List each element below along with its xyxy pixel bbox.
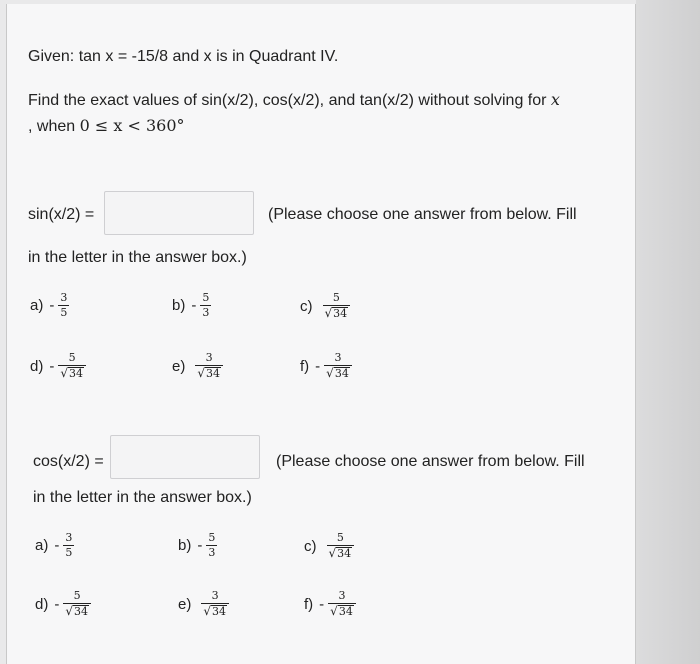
option-sign: - xyxy=(315,357,321,375)
option-fraction xyxy=(328,590,356,618)
option-fraction xyxy=(58,292,69,319)
option-letter: c) xyxy=(304,537,317,555)
sin-option-f xyxy=(300,352,352,380)
fraction-numerator: 3 xyxy=(334,351,342,364)
sin-option-a xyxy=(30,292,69,319)
radicand: 34 xyxy=(69,367,83,380)
fraction-numerator: 5 xyxy=(332,291,340,304)
range-prefix: , when xyxy=(28,118,76,135)
range-text xyxy=(28,116,185,136)
fraction-numerator: 3 xyxy=(60,291,68,304)
option-fraction xyxy=(324,352,352,380)
fraction-numerator: 5 xyxy=(336,531,344,544)
option-fraction xyxy=(63,532,74,559)
sin-choose-line2: in the letter in the answer box.) xyxy=(28,249,247,266)
option-fraction xyxy=(201,590,229,618)
sqrt-icon: √ xyxy=(60,366,68,380)
fraction-denominator xyxy=(323,307,351,320)
option-fraction xyxy=(200,292,211,319)
fraction-numerator: 3 xyxy=(338,589,346,602)
sqrt-icon: √ xyxy=(326,366,334,380)
option-fraction xyxy=(327,532,355,560)
fraction-numerator: 3 xyxy=(65,531,73,544)
option-sign: - xyxy=(49,297,55,314)
instruction-body: Find the exact values of sin(x/2), cos(x/2), and tan(x/2) without solving for xyxy=(28,92,547,109)
cos-option-b xyxy=(178,532,217,559)
option-letter: a) xyxy=(30,297,44,314)
fraction-numerator: 5 xyxy=(68,351,76,364)
cos-option-d xyxy=(35,590,91,618)
fraction-denominator: 3 xyxy=(202,306,210,319)
option-letter: d) xyxy=(35,595,49,613)
sin-option-c xyxy=(300,292,350,320)
cos-choose-line2: in the letter in the answer box.) xyxy=(33,489,252,506)
fraction-denominator: 3 xyxy=(208,546,216,559)
option-letter: b) xyxy=(172,297,186,314)
option-letter: c) xyxy=(300,297,313,315)
option-letter: e) xyxy=(172,357,186,375)
option-letter: d) xyxy=(30,357,44,375)
radicand: 34 xyxy=(338,605,353,618)
sin-answer-input[interactable] xyxy=(104,191,254,235)
option-letter: e) xyxy=(178,595,192,613)
fraction-numerator: 5 xyxy=(202,291,210,304)
range-math: 0 ≤ x < 360° xyxy=(79,116,185,135)
instruction-text xyxy=(28,90,560,110)
sqrt-icon: √ xyxy=(328,546,337,560)
option-sign: - xyxy=(49,357,55,375)
fraction-numerator: 5 xyxy=(208,531,216,544)
sqrt-icon: √ xyxy=(324,306,333,320)
option-sign: - xyxy=(54,595,60,613)
option-sign: - xyxy=(54,537,60,554)
sqrt-icon: √ xyxy=(197,366,205,380)
given-text: Given: tan x = -15/8 and x is in Quadrant IV. xyxy=(28,48,339,65)
fraction-denominator: 5 xyxy=(60,306,68,319)
instruction-variable: x xyxy=(550,90,560,109)
fraction-numerator: 3 xyxy=(211,589,219,602)
radicand: 34 xyxy=(206,367,220,380)
sin-option-b xyxy=(172,292,211,319)
cos-option-a xyxy=(35,532,74,559)
radicand: 34 xyxy=(74,605,88,618)
sin-label: sin(x/2) = xyxy=(28,206,95,223)
sin-option-e xyxy=(172,352,223,380)
radicand: 34 xyxy=(212,605,226,618)
option-sign: - xyxy=(191,297,197,314)
fraction-denominator xyxy=(63,605,91,618)
cos-label: cos(x/2) = xyxy=(33,453,104,470)
fraction-denominator xyxy=(324,367,352,380)
sqrt-icon: √ xyxy=(330,604,338,618)
option-letter: b) xyxy=(178,537,192,554)
fraction-numerator: 5 xyxy=(73,589,81,602)
fraction-numerator: 3 xyxy=(205,351,213,364)
sqrt-icon: √ xyxy=(203,604,211,618)
option-fraction xyxy=(58,352,86,380)
radicand: 34 xyxy=(334,367,349,380)
cos-option-f xyxy=(304,590,356,618)
option-letter: f) xyxy=(300,357,310,375)
option-sign: - xyxy=(197,537,203,554)
cos-option-c xyxy=(304,532,354,560)
radicand: 34 xyxy=(333,307,348,320)
cos-answer-input[interactable] xyxy=(110,435,260,479)
option-letter: a) xyxy=(35,537,49,554)
fraction-denominator xyxy=(58,367,86,380)
cos-option-e xyxy=(178,590,229,618)
sin-option-d xyxy=(30,352,86,380)
option-fraction xyxy=(195,352,223,380)
option-fraction xyxy=(323,292,351,320)
cos-choose-line1: (Please choose one answer from below. Fill xyxy=(276,453,585,470)
fraction-denominator: 5 xyxy=(65,546,73,559)
fraction-denominator xyxy=(328,605,356,618)
option-fraction xyxy=(63,590,91,618)
page-edge xyxy=(636,0,700,664)
radicand: 34 xyxy=(337,547,352,560)
fraction-denominator xyxy=(327,547,355,560)
fraction-denominator xyxy=(195,367,223,380)
sqrt-icon: √ xyxy=(65,604,73,618)
sin-choose-line1: (Please choose one answer from below. Fill xyxy=(268,206,577,223)
option-fraction xyxy=(206,532,217,559)
option-letter: f) xyxy=(304,595,314,613)
fraction-denominator xyxy=(201,605,229,618)
option-sign: - xyxy=(319,595,325,613)
